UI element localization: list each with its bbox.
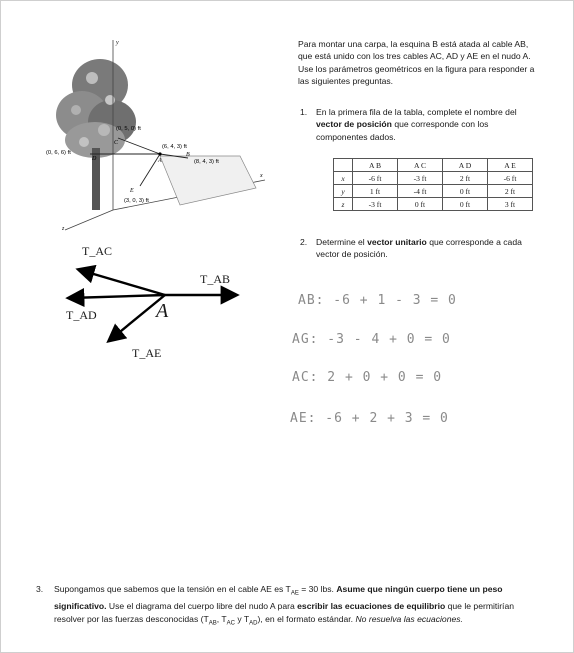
table-row: [334, 198, 533, 211]
question-3-text: ), en el formato estándar.: [257, 613, 356, 624]
table-cell: -3 ft: [353, 198, 398, 211]
question-3-subscript: AE: [290, 590, 299, 597]
table-cell: 0 ft: [398, 198, 443, 211]
question-3-italic: No resuelva las ecuaciones.: [355, 613, 463, 624]
question-1-number: 1.: [300, 107, 308, 117]
a-letter: A: [158, 158, 162, 164]
question-3-subscript: AC: [226, 620, 235, 627]
table-cell: 3 ft: [488, 198, 533, 211]
table-cell: -3 ft: [398, 172, 443, 185]
table-cell: 0 ft: [443, 198, 488, 211]
question-3-text: Use el diagrama del cuerpo libre del nudo A para: [106, 601, 298, 612]
table-header-row: [334, 159, 533, 172]
question-3-bold: Asume que ningún cuerpo tiene un peso significativo.: [54, 584, 503, 612]
question-2-number: 2.: [300, 237, 308, 247]
handwritten-answer-ac: AC: 2 + 0 + 0 = 0: [292, 370, 443, 385]
position-vector-table: [333, 158, 533, 211]
question-1-text-before: En la primera fila de la tabla, complete el nombre del: [316, 107, 517, 117]
d-coord-label: (0, 6, 6) ft: [46, 150, 71, 156]
question-1-bold: vector de posición: [316, 119, 392, 130]
t-ac-label: T_AC: [82, 244, 112, 258]
intro-paragraph: Para montar una carpa, la esquina B está atada al cable AB, que está unido con los tres cables AC, AD y AE en el nudo A. Use los parámetros geométricos en la figura para responder a las siguientes preguntas.: [298, 39, 535, 87]
y-axis-label: y: [116, 40, 119, 46]
d-letter: D: [92, 156, 97, 162]
question-2-text-after: que corresponde a cada vector de posición.: [316, 237, 522, 260]
question-3: [36, 583, 544, 630]
b-letter: B: [186, 152, 190, 158]
c-letter: C: [114, 140, 119, 146]
table-cell: 2 ft: [488, 185, 533, 198]
table-header-cell: [334, 159, 353, 172]
x-axis-label: x: [260, 173, 263, 179]
question-2-bold: vector unitario: [367, 237, 427, 247]
table-cell: -4 ft: [398, 185, 443, 198]
table-row: [334, 172, 533, 185]
table-row-label: z: [334, 198, 353, 211]
handwritten-answer-ag: AG: -3 - 4 + 0 = 0: [292, 332, 451, 347]
question-3-text: , T: [216, 613, 227, 624]
question-3-text: Supongamos que sabemos que la tensión en el cable AE es T: [54, 584, 291, 594]
question-3-bold: escribir las ecuaciones de equilibrio: [297, 601, 446, 612]
handwritten-answer-ae: AE: -6 + 2 + 3 = 0: [290, 411, 449, 426]
question-3-text: que le permitirían resolver por las fuerzas desconocidas (T: [54, 601, 515, 624]
table-header-cell[interactable]: A D: [443, 159, 488, 172]
node-a-dot: [158, 152, 161, 155]
b-coord-label: (8, 4, 3) ft: [194, 159, 219, 165]
question-3-number: 3.: [36, 584, 44, 594]
node-a-label: A: [156, 300, 169, 322]
t-ad-arrow: [70, 295, 165, 298]
table-cell: 0 ft: [443, 185, 488, 198]
cable-ae: [140, 154, 160, 186]
z-axis-label: z: [62, 226, 65, 232]
table-row: [334, 185, 533, 198]
t-ad-label: T_AD: [66, 308, 97, 322]
z-axis: [65, 210, 113, 230]
table-row-label: x: [334, 172, 353, 185]
table-header-cell[interactable]: A E: [488, 159, 533, 172]
table-cell: 1 ft: [353, 185, 398, 198]
a-coord-label: (6, 4, 3) ft: [162, 144, 187, 150]
question-1: [300, 106, 536, 143]
question-3-text: = 30 lbs.: [298, 584, 337, 594]
table-header-cell[interactable]: A B: [353, 159, 398, 172]
question-2-text-before: Determine el: [316, 237, 368, 247]
e-coord-label: (3, 0, 3) ft: [124, 198, 149, 204]
question-3-subscript: AD: [249, 620, 258, 627]
question-1-text-after: que corresponde con los componentes dados.: [316, 119, 489, 142]
t-ae-label: T_AE: [132, 346, 162, 360]
c-coord-label: (0, 5, 0) ft: [116, 126, 141, 132]
t-ac-arrow: [80, 270, 165, 295]
question-3-subscript: AB: [208, 620, 217, 627]
tree-illustration: [56, 59, 136, 210]
table-row-label: y: [334, 185, 353, 198]
table-header-cell[interactable]: A C: [398, 159, 443, 172]
t-ab-label: T_AB: [200, 272, 230, 286]
question-2: [300, 236, 541, 261]
cable-ac: [118, 138, 160, 154]
question-3-text: y T: [235, 613, 250, 624]
table-cell: -6 ft: [488, 172, 533, 185]
tent-figure: [40, 30, 280, 240]
table-cell: 2 ft: [443, 172, 488, 185]
table-cell: -6 ft: [353, 172, 398, 185]
e-letter: E: [130, 188, 134, 194]
handwritten-answer-ab: AB: -6 + 1 - 3 = 0: [298, 293, 457, 308]
